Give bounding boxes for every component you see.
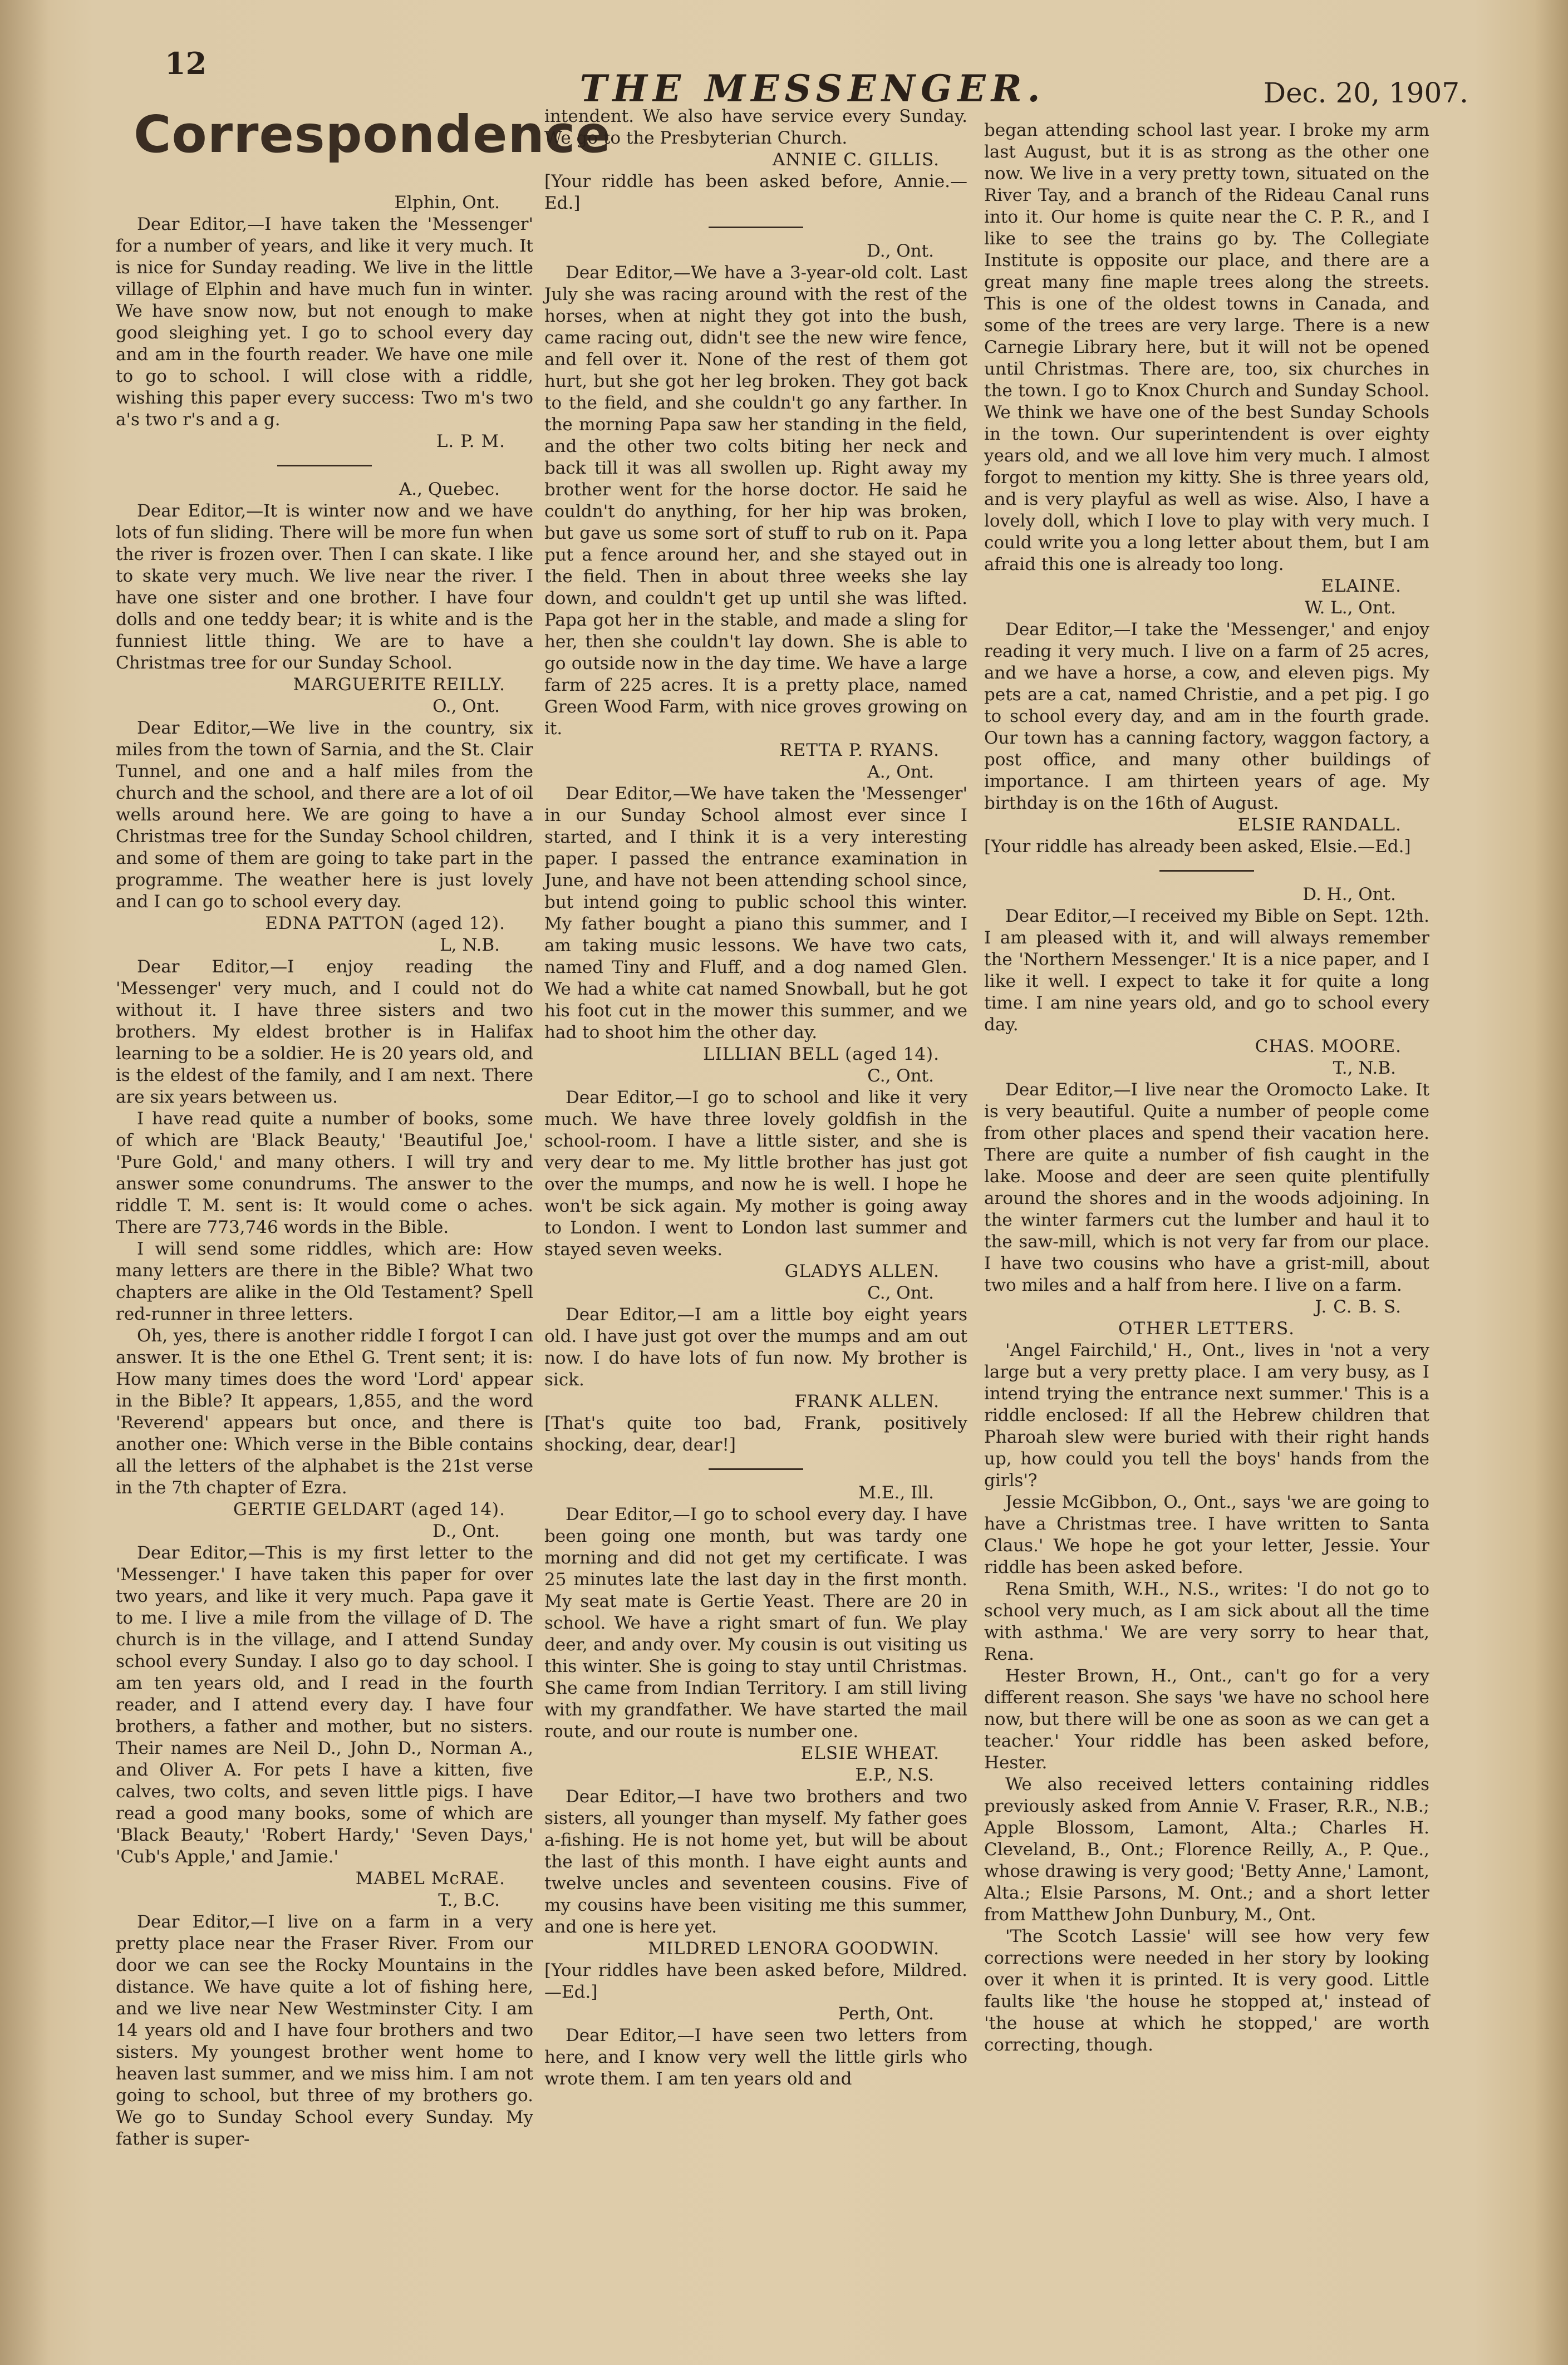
letter-body: Dear Editor,—I live on a farm in a very pretty place near the Fraser River. From our door we can see the Rocky Mountains in the distance. We have quite a lot of fishing here, and we live near New Westminster City. I am 14 years old and I have four brothers and two sisters. My youngest brother went home to heaven last summer, and we miss him. I am not going to school, but three of my brothers go. We go to Sunday School every Sunday. My father is super-: [116, 1912, 533, 2149]
editor-note: [Your riddles have been asked before, Mildred.—Ed.]: [544, 1960, 967, 2002]
letter-body: Dear Editor,—I live near the Oromocto Lake. It is very beautiful. Quite a number of people come from other places and spend their vacation here. There are quite a number of fish caught in the lake. Moose and deer are seen quite plentifully around the shores and in the woods adjoining. In the winter farmers cut the lumber and haul it to the saw-mill, which is not very far from our place. I have two cousins who have a grist-mill, about two miles and a half from here. I live on a farm.: [984, 1080, 1429, 1295]
editor-note: [Your riddle has been asked before, Annie.—Ed.]: [544, 171, 967, 213]
letter-body: 'Angel Fairchild,' H., Ont., lives in 'not a very large but a very pretty place. I am very busy, as I intend trying the entrance next summer.' This is a riddle enclosed: If all the Hebrew children that Pharoah slew were buried with their right hands up, how could you tell the boys' hands from the girls'?: [984, 1340, 1429, 1491]
letter-signature: MARGUERITE REILLY.: [293, 675, 505, 695]
letter-body: Dear Editor,—I enjoy reading the 'Messenger' very much, and I could not do without it. I have three sisters and two brothers. My eldest brother is in Halifax learning to be a soldier. He is 20 years old, and is the eldest of the family, and I am next. There are six years between us.: [116, 957, 533, 1107]
section-heading: Correspondence: [134, 105, 611, 164]
letter-place: L, N.B.: [440, 935, 500, 955]
letter-body: I will send some riddles, which are: How many letters are there in the Bible? What two chapters are alike in the Old Testament? Spell red-runner in three letters.: [116, 1239, 533, 1324]
letter-place: D., Ont.: [432, 1521, 500, 1541]
letter-body: Dear Editor,—I take the 'Messenger,' and enjoy reading it very much. I live on a farm of 25 acres, and we have a horse, a cow, and eleven pigs. My pets are a cat, named Christie, and a pet pig. I go to school every day, and am in the fourth grade. Our town has a canning factory, waggon factory, a post office, and many other buildings of importance. I am thirteen years of age. My birthday is on the 16th of August.: [984, 619, 1429, 813]
letter-body: Rena Smith, W.H., N.S., writes: 'I do not go to school very much, as I am sick about all the time with asthma.' We are very sorry to hear that, Rena.: [984, 1579, 1429, 1664]
letter-signature: GERTIE GELDART (aged 14).: [233, 1499, 505, 1520]
other-letters-heading: OTHER LETTERS.: [1118, 1319, 1296, 1339]
letter-place: W. L., Ont.: [1305, 598, 1396, 618]
issue-date: Dec. 20, 1907.: [1264, 77, 1469, 109]
column-1: [116, 192, 533, 2150]
letter-place: C., Ont.: [867, 1066, 934, 1086]
letter-place: D., Ont.: [866, 241, 934, 261]
letter-body: Dear Editor,—I have taken the 'Messenger' for a number of years, and like it very much. It is nice for Sunday reading. We live in the little village of Elphin and have much fun in winter. We have snow now, but not enough to make good sleighing yet. I go to school every day and am in the fourth reader. We have one mile to go to school. I will close with a riddle, wishing this paper every success: Two m's two a's two r's and a g.: [116, 214, 533, 430]
letter-signature: ELAINE.: [1321, 576, 1402, 596]
masthead-title: THE MESSENGER.: [579, 67, 1046, 110]
divider-rule: [709, 1468, 803, 1470]
letter-place: Elphin, Ont.: [394, 193, 500, 213]
letter-signature: L. P. M.: [436, 431, 505, 451]
column-2: [544, 106, 967, 2090]
letter-body: I have read quite a number of books, some of which are 'Black Beauty,' 'Beautiful Joe,' 'Pure Gold,' and many others. I will try and answer some conundrums. The answer to the riddle T. M. sent is: It would come o aches. There are 773,746 words in the Bible.: [116, 1109, 533, 1237]
letter-place: D. H., Ont.: [1302, 884, 1396, 904]
letter-signature: RETTA P. RYANS.: [779, 740, 940, 760]
letter-body: Dear Editor,—We have taken the 'Messenger' in our Sunday School almost ever since I started, and I think it is a very interesting paper. I passed the entrance examination in June, and have not been attending school since, but intend going to public school this winter. My father bought a piano this summer, and I am taking music lessons. We have two cats, named Tiny and Fluff, and a dog named Glen. We had a white cat named Snowball, but he got his foot cut in the mower this summer, and we had to shoot him the other day.: [544, 784, 967, 1043]
letter-place: T., N.B.: [1333, 1058, 1396, 1078]
divider-rule: [277, 465, 372, 466]
letter-signature: EDNA PATTON (aged 12).: [265, 913, 505, 933]
editor-note: [That's quite too bad, Frank, positively shocking, dear, dear!]: [544, 1413, 967, 1455]
letter-signature: ELSIE RANDALL.: [1237, 815, 1402, 835]
divider-rule: [1159, 870, 1254, 872]
letter-body: Dear Editor,—I have two brothers and two sisters, all younger than myself. My father goes a-fishing. He is not home yet, but will be about the last of this month. I have eight aunts and twelve uncles and seventeen cousins. Five of my cousins have been visiting me this summer, and one is here yet.: [544, 1787, 967, 1937]
column-3: [984, 120, 1429, 2056]
letter-place: M.E., Ill.: [858, 1483, 934, 1503]
divider-rule: [709, 227, 803, 228]
letter-body: Jessie McGibbon, O., Ont., says 'we are going to have a Christmas tree. I have written to Santa Claus.' We hope he got your letter, Jessie. Your riddle has been asked before.: [984, 1492, 1429, 1577]
letter-signature: GLADYS ALLEN.: [784, 1261, 940, 1281]
letter-body: Dear Editor,—I have seen two letters from here, and I know very well the little girls who wrote them. I am ten years old and: [544, 2025, 967, 2089]
letter-body: Dear Editor,—I am a little boy eight years old. I have just got over the mumps and am out now. I do have lots of fun now. My brother is sick.: [544, 1305, 967, 1390]
letter-body: intendent. We also have service every Sunday. We go to the Presbyterian Church.: [544, 106, 967, 148]
page-number: 12: [165, 46, 207, 81]
letter-body: Oh, yes, there is another riddle I forgot I can answer. It is the one Ethel G. Trent sent; it is: How many times does the word 'Lord' appear in the Bible? It appears, 1,855, and the word 'Reverend' appears but once, and there is another one: Which verse in the Bible contains all the letters of the alphabet is the 21st verse in the 7th chapter of Ezra.: [116, 1326, 533, 1498]
letter-signature: CHAS. MOORE.: [1255, 1036, 1402, 1056]
letter-place: O., Ont.: [432, 696, 500, 716]
letter-body: Dear Editor,—I go to school and like it very much. We have three lovely goldfish in the school-room. I have a little sister, and she is very dear to me. My little brother has just got over the mumps, and now he is well. I hope he won't be sick again. My mother is going away to London. I went to London last summer and stayed seven weeks.: [544, 1088, 967, 1260]
letter-place: E.P., N.S.: [855, 1765, 934, 1785]
letter-signature: ELSIE WHEAT.: [800, 1743, 940, 1763]
letter-place: C., Ont.: [867, 1283, 934, 1303]
letter-signature: LILLIAN BELL (aged 14).: [703, 1044, 940, 1064]
page-edge-shadow: [1535, 0, 1568, 2365]
letter-signature: MILDRED LENORA GOODWIN.: [648, 1939, 940, 1959]
letter-body: Dear Editor,—This is my first letter to the 'Messenger.' I have taken this paper for over two years, and like it very much. Papa gave it to me. I live a mile from the village of D. The church is in the village, and I attend Sunday school every Sunday. I also go to day school. I am ten years old, and I read in the fourth reader, and I attend every day. I have four brothers, a father and mother, but no sisters. Their names are Neil D., John D., Norman A., and Oliver A. For pets I have a kitten, five calves, two colts, and seven little pigs. I have read a good many books, some of which are 'Black Beauty,' 'Robert Hardy,' 'Seven Days,' 'Cub's Apple,' and Jamie.': [116, 1543, 533, 1867]
letter-body: Hester Brown, H., Ont., can't go for a very different reason. She says 'we have no school here now, but there will be one as soon as we can get a teacher.' Your riddle has been asked before, Hester.: [984, 1666, 1429, 1773]
letter-place: A., Quebec.: [399, 479, 500, 499]
letter-signature: J. C. B. S.: [1315, 1297, 1402, 1317]
letter-signature: ANNIE C. GILLIS.: [772, 150, 940, 170]
editor-note: [Your riddle has already been asked, Elsie.—Ed.]: [984, 837, 1411, 857]
letter-signature: FRANK ALLEN.: [794, 1392, 940, 1412]
letter-body: Dear Editor,—We live in the country, six miles from the town of Sarnia, and the St. Clair Tunnel, and one and a half miles from the church and the school, and there are a lot of oil wells around here. We are going to have a Christmas tree for the Sunday School children, and some of them are going to take part in the programme. The weather here is just lovely and I can go to school every day.: [116, 718, 533, 912]
letter-body: We also received letters containing riddles previously asked from Annie V. Fraser, R.R., N.B.; Apple Blossom, Lamont, Alta.; Charles H. Cleveland, B., Ont.; Florence Reilly, A., P. Que., whose drawing is very good; 'Betty Anne,' Lamont, Alta.; Elsie Parsons, M. Ont.; and a short letter from Matthew John Dunbury, M., Ont.: [984, 1774, 1429, 1925]
letter-body: Dear Editor,—I received my Bible on Sept. 12th. I am pleased with it, and will always remember the 'Northern Messenger.' It is a nice paper, and I like it well. I expect to take it for quite a long time. I am nine years old, and go to school every day.: [984, 906, 1429, 1035]
letter-body: 'The Scotch Lassie' will see how very few corrections were needed in her story by looking over it when it is printed. It is very good. Little faults like 'the house he stopped at,' instead of 'the house at which he stopped,' are worth correcting, though.: [984, 1926, 1429, 2055]
letter-body: Dear Editor,—I go to school every day. I have been going one month, but was tardy one morning and did not get my certificate. I was 25 minutes late the last day in the first month. My seat mate is Gertie Yeast. There are 20 in school. We have a right smart of fun. We play deer, and andy over. My cousin is out visiting us this winter. She is going to stay until Christmas. She came from Indian Territory. I am still living with my grandfather. We have started the mail route, and our route is number one.: [544, 1504, 967, 1742]
letter-place: Perth, Ont.: [838, 2004, 934, 2024]
page-fold-shadow: [0, 0, 50, 2365]
letter-body: Dear Editor,—It is winter now and we have lots of fun sliding. There will be more fun when the river is frozen over. Then I can skate. I like to skate very much. We live near the river. I have one sister and one brother. I have four dolls and one teddy bear; it is white and is the funniest little thing. We are to have a Christmas tree for our Sunday School.: [116, 501, 533, 673]
letter-place: T., B.C.: [438, 1890, 500, 1910]
letter-body: Dear Editor,—We have a 3-year-old colt. Last July she was racing around with the rest of the horses, when at night they got into the bush, came racing out, didn't see the new wire fence, and fell over it. None of the rest of them got hurt, but she got her leg broken. They got back to the field, and she couldn't go any farther. In the morning Papa saw her standing in the field, and the other two colts biting her neck and back till it was all swollen up. Right away my brother went for the horse doctor. He said he couldn't do anything, for her hip was broken, but gave us some sort of stuff to rub on it. Papa put a fence around her, and she stayed out in the field. Then in about three weeks she lay down, and couldn't get up until she was lifted. Papa got her in the stable, and made a sling for her, then she couldn't lay down. She is able to go outside now in the day time. We have a large farm of 225 acres. It is a pretty place, named Green Wood Farm, with nice groves growing on it.: [544, 263, 967, 739]
letter-place: A., Ont.: [867, 762, 934, 782]
letter-signature: MABEL McRAE.: [355, 1869, 505, 1889]
letter-body: began attending school last year. I broke my arm last August, but it is as strong as the other one now. We live in a very pretty town, situated on the River Tay, and a branch of the Rideau Canal runs into it. Our home is quite near the C. P. R., and I like to see the trains go by. The Collegiate Institute is opposite our place, and there are a great many fine maple trees along the streets. This is one of the oldest towns in Canada, and some of the trees are very large. There is a new Carnegie Library here, but it will not be opened until Christmas. There are, too, six churches in the town. I go to Knox Church and Sunday School. We think we have one of the best Sunday Schools in the town. Our superintendent is over eighty years old, and we all love him very much. I almost forgot to mention my kitty. She is three years old, and is very playful as well as wise. Also, I have a lovely doll, which I love to play with very much. I could write you a long letter about them, but I am afraid this one is already too long.: [984, 120, 1429, 574]
